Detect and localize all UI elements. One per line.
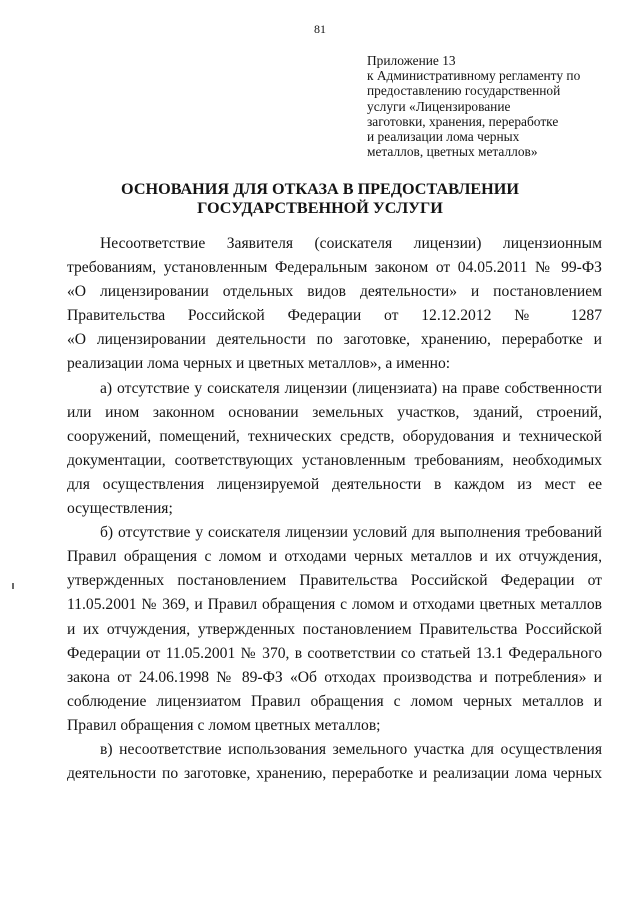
text-line: для осуществления лицензируемой деятельности в каждом из мест ее	[67, 475, 602, 493]
appendix-line: металлов, цветных металлов»	[367, 144, 538, 160]
text-line: Правил обращения с ломом и отходами черных металлов и их отчуждения,	[67, 548, 602, 566]
text-line: требованиям, установленным Федеральным законом от 04.05.2011 № 99-ФЗ	[67, 259, 602, 277]
text-line: деятельности по заготовке, хранению, переработке и реализации лома черных	[67, 765, 602, 783]
text-line: б) отсутствие у соискателя лицензии условий для выполнения требований	[100, 524, 602, 542]
title-line: ОСНОВАНИЯ ДЛЯ ОТКАЗА В ПРЕДОСТАВЛЕНИИ	[121, 180, 519, 198]
text-line: документации, соответствующих установленным требованиям, необходимых	[67, 451, 602, 469]
paragraph-item-v	[67, 738, 602, 786]
appendix-note	[367, 53, 627, 159]
text-line: «О лицензировании деятельности по заготовке, хранению, переработке и	[67, 331, 602, 349]
appendix-line: и реализации лома черных	[367, 129, 520, 145]
scan-margin-mark	[12, 583, 14, 589]
text-line: в) несоответствие использования земельного участка для осуществления	[100, 740, 602, 758]
page-number: 81	[314, 22, 326, 36]
text-line: Правительства Российской Федерации от 12.12.2012 № 1287	[67, 307, 602, 325]
paragraph-intro	[67, 232, 602, 377]
text-line: или ином законном основании земельных участков, зданий, строений,	[67, 403, 602, 421]
text-line: закона от 24.06.1998 № 89-ФЗ «Об отходах производства и потребления» и	[67, 668, 602, 686]
text-line: а) отсутствие у соискателя лицензии (лицензиата) на праве собственности	[100, 379, 602, 397]
text-line: 11.05.2001 № 369, и Правил обращения с ломом и отходами цветных металлов	[67, 596, 602, 614]
text-line: осуществления;	[67, 500, 173, 518]
document-body	[67, 232, 602, 786]
appendix-line: услуги «Лицензирование	[367, 98, 511, 114]
text-line: Несоответствие Заявителя (соискателя лицензии) лицензионным	[100, 235, 602, 252]
appendix-line: предоставлению государственной	[367, 83, 561, 99]
paragraph-item-a	[67, 377, 602, 522]
text-line: и их отчуждения, утвержденных постановлением Правительства Российской	[67, 620, 602, 638]
text-line: Правил обращения с ломом цветных металлов;	[67, 716, 381, 734]
appendix-line: заготовки, хранения, переработке	[367, 113, 559, 129]
appendix-line: Приложение 13	[367, 53, 456, 68]
text-line: реализации лома черных и цветных металлов», а именно:	[67, 355, 451, 373]
document-title	[0, 180, 640, 218]
title-line: ГОСУДАРСТВЕННОЙ УСЛУГИ	[197, 199, 443, 217]
text-line: Федерации от 11.05.2001 № 370, в соответствии со статьей 13.1 Федерального	[67, 644, 602, 662]
text-line: «О лицензировании отдельных видов деятельности» и постановлением	[67, 283, 602, 301]
text-line: утвержденных постановлением Правительства Российской Федерации от	[67, 572, 602, 590]
text-line: сооружений, помещений, технических средств, оборудования и технической	[67, 427, 602, 445]
text-line: соблюдение лицензиатом Правил обращения с ломом черных металлов и	[67, 692, 602, 710]
appendix-line: к Административному регламенту по	[367, 68, 581, 84]
paragraph-item-b	[67, 521, 602, 738]
